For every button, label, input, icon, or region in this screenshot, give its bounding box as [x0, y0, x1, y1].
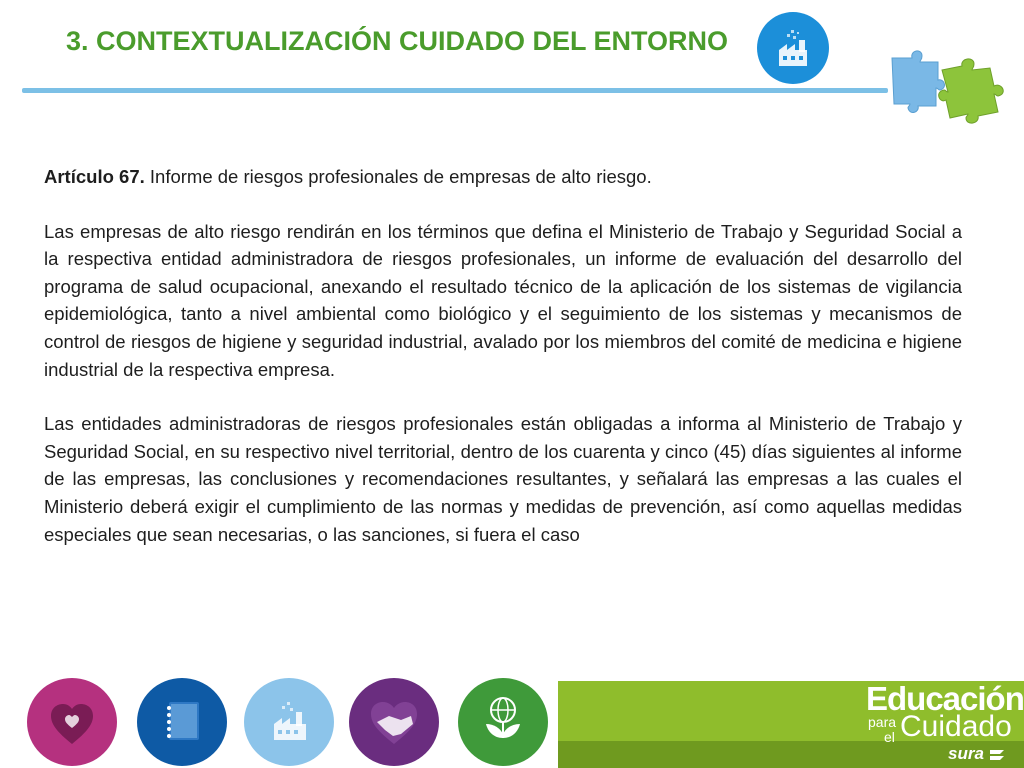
notebook-icon	[137, 678, 227, 766]
paragraph-1: Las empresas de alto riesgo rendirán en los términos que defina el Ministerio de Trabajo y Seguridad Social a la respectiva entidad administradora de riesgos profesionales, un informe de evaluación del desarrollo del programa de salud ocupacional, anexando el resultado técnico de la aplicación de los sistemas de vigilancia epidemiológica, tanto a nivel ambiental como biológico y el seguimiento de los sistemas y mecanismos de control de riesgos de higiene y seguridad industrial, avalado por los miembros del comité de medicina e higiene industrial de la respectiva empresa.	[44, 220, 962, 380]
puzzle-pieces-icon	[886, 40, 1014, 130]
paragraph-2: Las entidades administradoras de riesgos profesionales están obligadas a informa al Ministerio de Trabajo y Seguridad Social, en su respectivo nivel territorial, dentro de los cuarenta y cinco (45) días siguientes al informe de las empresas, las conclusiones y recomendaciones resultantes, y señalará las empresas a las cuales el Ministerio deberá exigir el cumplimiento de las normas y medidas de prevención, así como aquellas medidas especiales que sean necesarias, o las sanciones, si fuera el caso	[44, 413, 962, 545]
handshake-icon	[349, 678, 439, 766]
factory-icon	[757, 12, 829, 84]
article-heading	[44, 163, 962, 191]
heart-icon	[27, 678, 117, 766]
brand-cuidado: Cuidado	[900, 710, 1012, 743]
article-body	[44, 163, 962, 575]
sura-logo-icon	[988, 746, 1006, 762]
brand-para: para	[868, 714, 897, 730]
brand-educacion: Educación	[866, 680, 1024, 717]
brand-sura: sura	[948, 744, 984, 763]
globe-plant-icon	[458, 678, 548, 766]
factory-icon	[244, 678, 334, 766]
brand-el: el	[884, 729, 895, 745]
title-divider	[22, 88, 888, 93]
page-title: 3. CONTEXTUALIZACIÓN CUIDADO DEL ENTORNO	[66, 26, 729, 56]
article-label: Artículo 67.	[44, 166, 145, 187]
article-title: Informe de riesgos profesionales de empresas de alto riesgo.	[144, 166, 652, 187]
